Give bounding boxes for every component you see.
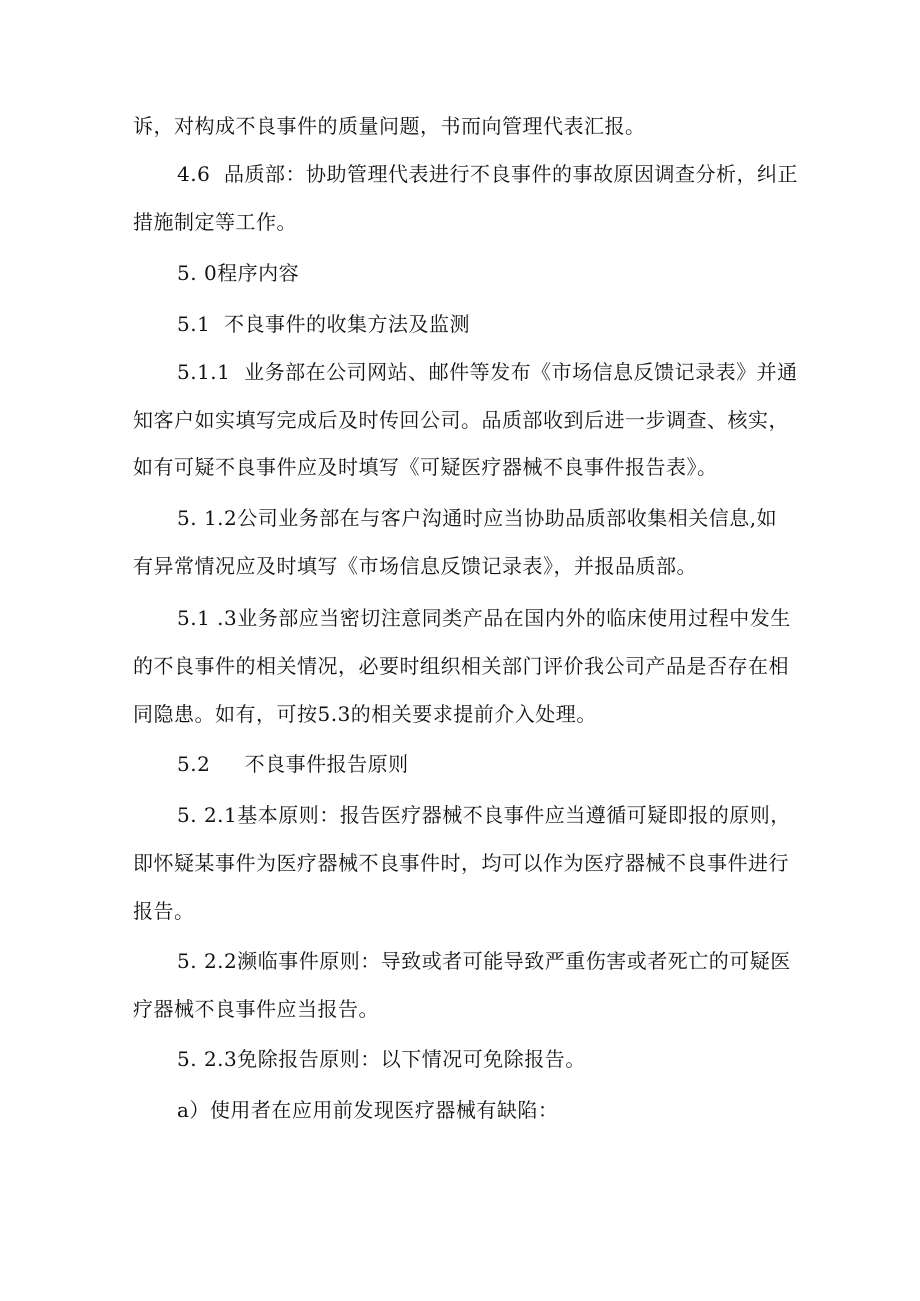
text-line: 5.1 .3业务部应当密切注意同类产品在国内外的临床使用过程中发生: [177, 606, 791, 630]
text-line: 有异常情况应及时填写《市场信息反馈记录表》，并报品质部。: [133, 554, 697, 578]
text-line: 5. 2.3免除报告原则：以下情况可免除报告。: [177, 1047, 586, 1071]
text-line: 知客户如实填写完成后及时传回公司。品质部收到后进一步调查、核实，: [133, 408, 789, 432]
text-line: 即怀疑某事件为医疗器械不良事件时，均可以作为医疗器械不良事件进行: [133, 851, 789, 875]
text-line: 5. 2.2濒临事件原则：导致或者可能导致严重伤害或者死亡的可疑医: [177, 949, 791, 973]
text-line: 4.6 品质部：协助管理代表进行不良事件的事故原因调查分析，纠正: [177, 162, 799, 186]
text-line: 5. 1.2公司业务部在与客户沟通时应当协助品质部收集相关信息,如: [177, 506, 778, 530]
text-line: 措施制定等工作。: [133, 210, 297, 234]
text-line: 疗器械不良事件应当报告。: [133, 997, 379, 1021]
text-line: 报告。: [133, 899, 195, 923]
section-heading: 5.2 不良事件报告原则: [177, 752, 409, 776]
section-heading: 5. 0程序内容: [177, 261, 300, 285]
list-item: a）使用者在应用前发现医疗器械有缺陷：: [177, 1098, 559, 1122]
text-line: 如有可疑不良事件应及时填写《可疑医疗器械不良事件报告表》。: [133, 455, 718, 479]
text-line: 5. 2.1基本原则：报告医疗器械不良事件应当遵循可疑即报的原则，: [177, 803, 791, 827]
text-line: 5.1.1 业务部在公司网站、邮件等发布《市场信息反馈记录表》并通: [177, 360, 798, 384]
text-line: 的不良事件的相关情况，必要时组织相关部门评价我公司产品是否存在相: [133, 654, 789, 678]
text-line: 诉，对构成不良事件的质量问题，书而向管理代表汇报。: [133, 114, 646, 138]
text-line: 同隐患。如有，可按5.3的相关要求提前介入处理。: [133, 702, 597, 726]
section-heading: 5.1 不良事件的收集方法及监测: [177, 312, 471, 336]
